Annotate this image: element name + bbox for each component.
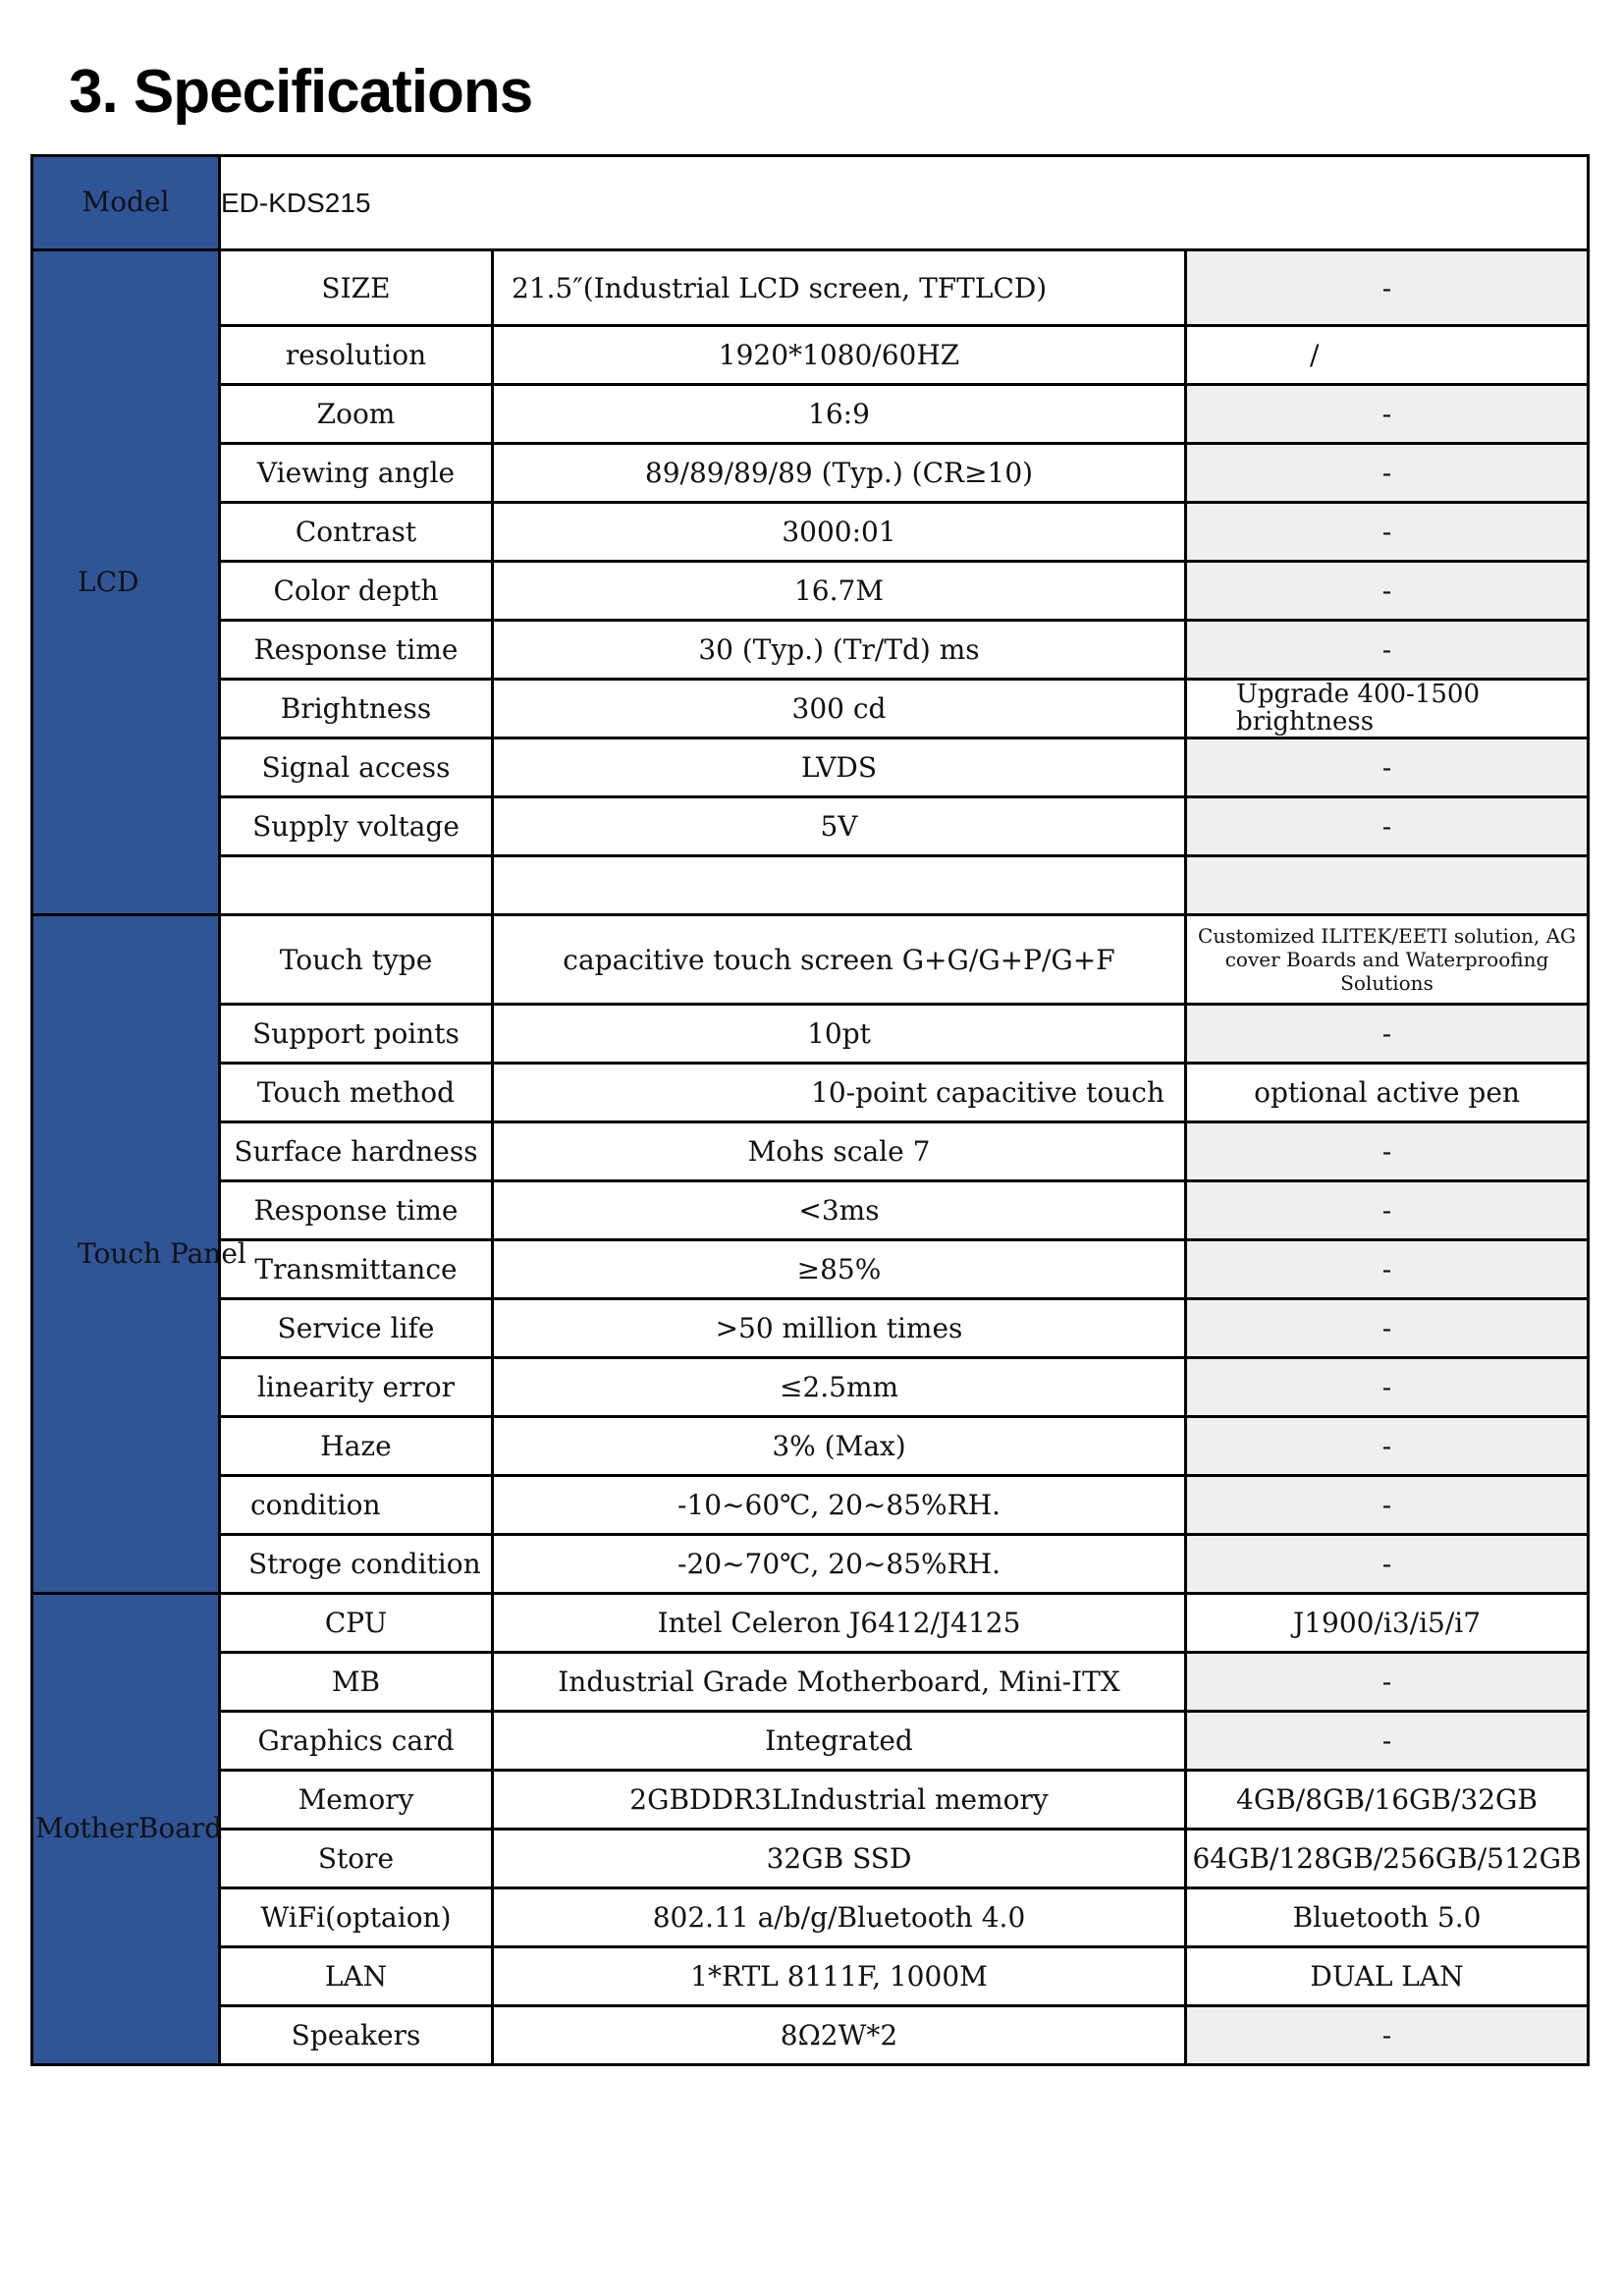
spec-label: CPU: [220, 1594, 493, 1653]
spec-label: WiFi(optaion): [220, 1888, 493, 1947]
table-row: [32, 856, 1589, 915]
spec-label: [220, 856, 493, 915]
table-row: [32, 326, 1589, 385]
table-row: [32, 1947, 1589, 2006]
spec-label: resolution: [220, 326, 493, 385]
model-value: ED-KDS215: [220, 156, 1589, 250]
spec-value: 10pt: [493, 1005, 1186, 1064]
spec-note: -: [1186, 1122, 1589, 1181]
spec-value: 8Ω2W*2: [493, 2006, 1186, 2065]
spec-value: -20~70℃, 20~85%RH.: [493, 1535, 1186, 1594]
spec-note: DUAL LAN: [1186, 1947, 1589, 2006]
spec-note: -: [1186, 503, 1589, 562]
spec-label: Response time: [220, 1181, 493, 1240]
spec-label: Viewing angle: [220, 444, 493, 503]
spec-value: 300 cd: [493, 680, 1186, 738]
spec-label: Brightness: [220, 680, 493, 738]
spec-label: Haze: [220, 1417, 493, 1476]
spec-value: 30 (Typ.) (Tr/Td) ms: [493, 621, 1186, 680]
spec-value: 32GB SSD: [493, 1830, 1186, 1888]
table-row: [32, 621, 1589, 680]
spec-note: -: [1186, 797, 1589, 856]
spec-note: 4GB/8GB/16GB/32GB: [1186, 1771, 1589, 1830]
spec-note: [1186, 856, 1589, 915]
spec-label: Contrast: [220, 503, 493, 562]
spec-note: -: [1186, 562, 1589, 621]
spec-label: Surface hardness: [220, 1122, 493, 1181]
spec-value: 16.7M: [493, 562, 1186, 621]
spec-label: Service life: [220, 1299, 493, 1358]
group-lcd: LCD: [32, 250, 220, 915]
model-label: Model: [32, 156, 220, 250]
spec-value: ≤2.5mm: [493, 1358, 1186, 1417]
table-row: [32, 1712, 1589, 1771]
spec-label: Response time: [220, 621, 493, 680]
table-row: [32, 1240, 1589, 1299]
table-row: [32, 444, 1589, 503]
spec-value: 89/89/89/89 (Typ.) (CR≥10): [493, 444, 1186, 503]
specifications-table: [30, 154, 1590, 2066]
spec-label: SIZE: [220, 250, 493, 326]
spec-note: -: [1186, 1476, 1589, 1535]
spec-note: -: [1186, 1240, 1589, 1299]
spec-label: Signal access: [220, 738, 493, 797]
spec-value: [493, 856, 1186, 915]
table-row: [32, 562, 1589, 621]
spec-note: -: [1186, 1358, 1589, 1417]
spec-note: -: [1186, 1712, 1589, 1771]
table-row: [32, 1064, 1589, 1122]
spec-label: Zoom: [220, 385, 493, 444]
spec-value: 16:9: [493, 385, 1186, 444]
table-row: [32, 1005, 1589, 1064]
table-row: [32, 1299, 1589, 1358]
table-row: [32, 1771, 1589, 1830]
spec-label: Stroge condition: [220, 1535, 493, 1594]
spec-value: 3000:01: [493, 503, 1186, 562]
spec-note: -: [1186, 444, 1589, 503]
table-row: [32, 1476, 1589, 1535]
table-row: [32, 2006, 1589, 2065]
group-motherboard: MotherBoard: [32, 1594, 220, 2065]
spec-value: 1920*1080/60HZ: [493, 326, 1186, 385]
spec-value: Industrial Grade Motherboard, Mini-ITX: [493, 1653, 1186, 1712]
spec-label: Touch type: [220, 915, 493, 1005]
spec-label: LAN: [220, 1947, 493, 2006]
spec-label: Supply voltage: [220, 797, 493, 856]
spec-note: -: [1186, 385, 1589, 444]
page-title: 3. Specifications: [69, 58, 533, 126]
spec-label: linearity error: [220, 1358, 493, 1417]
group-touch-panel: Touch Panel: [32, 915, 220, 1594]
table-row: [32, 797, 1589, 856]
spec-value: -10~60℃, 20~85%RH.: [493, 1476, 1186, 1535]
spec-note: Upgrade 400-1500 brightness: [1186, 680, 1589, 738]
spec-label: Touch method: [220, 1064, 493, 1122]
spec-label: Graphics card: [220, 1712, 493, 1771]
spec-label: Store: [220, 1830, 493, 1888]
table-row: [32, 680, 1589, 738]
spec-value: <3ms: [493, 1181, 1186, 1240]
spec-note: Customized ILITEK/EETI solution, AG cover Boards and Waterproofing Solutions: [1186, 915, 1589, 1005]
spec-note: -: [1186, 621, 1589, 680]
spec-label: Transmittance: [220, 1240, 493, 1299]
spec-value: 1*RTL 8111F, 1000M: [493, 1947, 1186, 2006]
spec-value: capacitive touch screen G+G/G+P/G+F: [493, 915, 1186, 1005]
spec-note: -: [1186, 1299, 1589, 1358]
spec-value: 802.11 a/b/g/Bluetooth 4.0: [493, 1888, 1186, 1947]
table-row: [32, 1594, 1589, 1653]
spec-value: Intel Celeron J6412/J4125: [493, 1594, 1186, 1653]
spec-note: -: [1186, 2006, 1589, 2065]
spec-value: 5V: [493, 797, 1186, 856]
table-row: [32, 915, 1589, 1005]
spec-note: -: [1186, 738, 1589, 797]
table-row: [32, 503, 1589, 562]
spec-note: -: [1186, 1181, 1589, 1240]
spec-value: ≥85%: [493, 1240, 1186, 1299]
spec-label: Support points: [220, 1005, 493, 1064]
spec-note: -: [1186, 1535, 1589, 1594]
spec-note: -: [1186, 1005, 1589, 1064]
model-row: [32, 156, 1589, 250]
table-row: [32, 1653, 1589, 1712]
spec-value: 2GBDDR3LIndustrial memory: [493, 1771, 1186, 1830]
spec-note: -: [1186, 1653, 1589, 1712]
table-row: [32, 1888, 1589, 1947]
spec-note: Bluetooth 5.0: [1186, 1888, 1589, 1947]
table-row: [32, 1535, 1589, 1594]
table-row: [32, 1181, 1589, 1240]
table-row: [32, 1358, 1589, 1417]
spec-label: MB: [220, 1653, 493, 1712]
spec-note: -: [1186, 1417, 1589, 1476]
table-row: [32, 1417, 1589, 1476]
spec-note: 64GB/128GB/256GB/512GB: [1186, 1830, 1589, 1888]
spec-value: 3% (Max): [493, 1417, 1186, 1476]
spec-value: Mohs scale 7: [493, 1122, 1186, 1181]
spec-value: Integrated: [493, 1712, 1186, 1771]
spec-value: >50 million times: [493, 1299, 1186, 1358]
spec-note: /: [1186, 326, 1589, 385]
table-row: [32, 738, 1589, 797]
table-row: [32, 1830, 1589, 1888]
spec-note: J1900/i3/i5/i7: [1186, 1594, 1589, 1653]
table-row: [32, 250, 1589, 326]
spec-value: 21.5″(Industrial LCD screen, TFTLCD): [493, 250, 1186, 326]
spec-value: 10-point capacitive touch: [493, 1064, 1186, 1122]
spec-label: Speakers: [220, 2006, 493, 2065]
spec-label: Color depth: [220, 562, 493, 621]
spec-value: LVDS: [493, 738, 1186, 797]
spec-label: condition: [220, 1476, 493, 1535]
spec-note: optional active pen: [1186, 1064, 1589, 1122]
spec-label: Memory: [220, 1771, 493, 1830]
table-row: [32, 385, 1589, 444]
spec-note: -: [1186, 250, 1589, 326]
table-row: [32, 1122, 1589, 1181]
